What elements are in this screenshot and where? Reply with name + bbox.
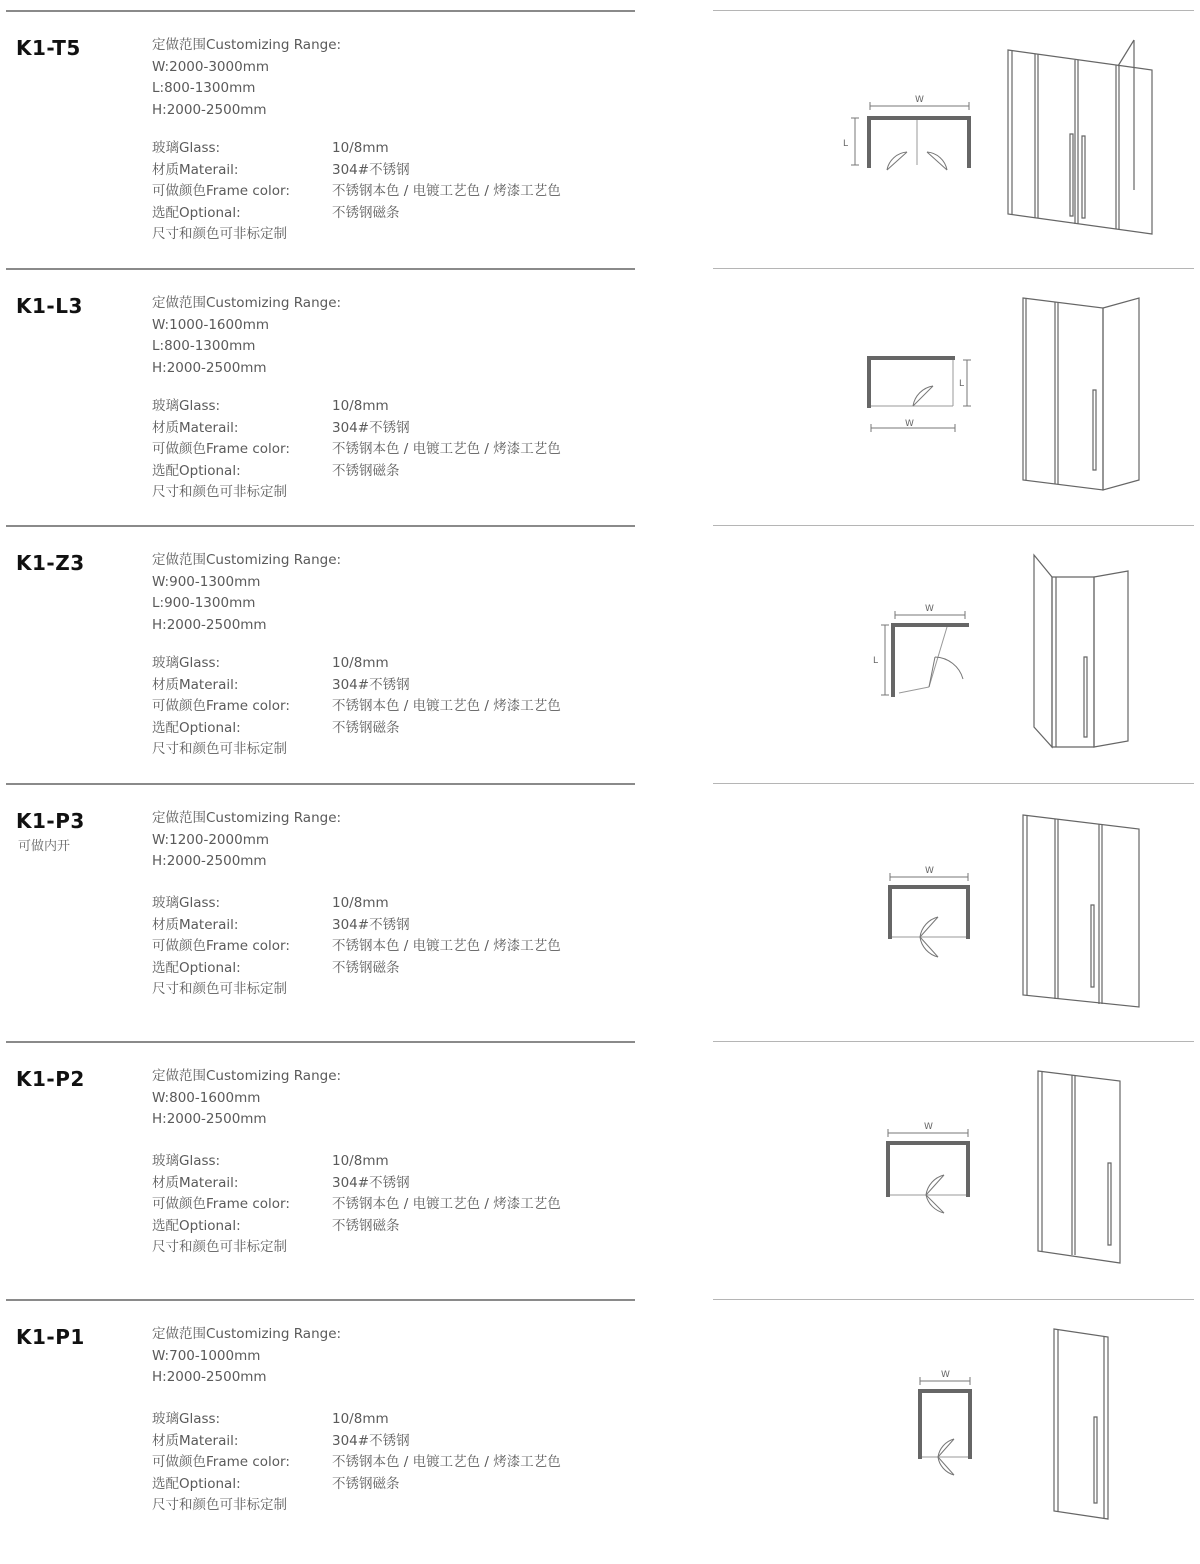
material-value: 304#不锈钢 xyxy=(332,419,410,436)
customizing-range xyxy=(152,550,341,636)
product-section-k1-t5 xyxy=(0,10,1200,268)
frame-color-value: 不锈钢本色 / 电镀工艺色 / 烤漆工艺色 xyxy=(332,1196,561,1212)
dim-h: H:2000-2500mm xyxy=(152,853,267,869)
range-title: 定做范围Customizing Range: xyxy=(152,37,342,53)
material-label: 材质Materail: xyxy=(152,916,239,933)
customizing-range xyxy=(152,293,341,379)
glass-label: 玻璃Glass: xyxy=(152,895,221,911)
plan-label-w: W xyxy=(915,95,924,105)
dim-w: W:1200-2000mm xyxy=(152,831,269,848)
dim-l: L:900-1300mm xyxy=(152,595,256,611)
material-label: 材质Materail: xyxy=(152,1174,239,1191)
dim-w: W:1000-1600mm xyxy=(152,316,269,333)
material-value: 304#不锈钢 xyxy=(332,1432,410,1449)
range-title: 定做范围Customizing Range: xyxy=(152,1068,342,1084)
model-name: K1-L3 xyxy=(16,294,83,318)
customizing-range xyxy=(152,1324,341,1389)
section-divider xyxy=(6,268,635,270)
frame-color-value: 不锈钢本色 / 电镀工艺色 / 烤漆工艺色 xyxy=(332,441,561,457)
plan-label-w: W xyxy=(925,866,934,876)
dim-h: H:2000-2500mm xyxy=(152,616,267,633)
section-divider xyxy=(713,1299,1194,1300)
section-divider xyxy=(6,1041,635,1043)
frame-color-label: 可做颜色Frame color: xyxy=(152,441,290,457)
optional-value: 不锈钢磁条 xyxy=(332,1217,400,1234)
plan-label-l: L xyxy=(873,656,879,666)
dim-w: W:800-1600mm xyxy=(152,1089,261,1106)
material-value: 304#不锈钢 xyxy=(332,161,410,178)
frame-color-value: 不锈钢本色 / 电镀工艺色 / 烤漆工艺色 xyxy=(332,1454,561,1470)
product-section-k1-z3 xyxy=(0,525,1200,783)
customizing-range xyxy=(152,35,341,121)
dim-h: H:2000-2500mm xyxy=(152,1111,267,1127)
optional-value: 不锈钢磁条 xyxy=(332,1475,400,1492)
optional-label: 选配Optional: xyxy=(152,959,241,976)
optional-label: 选配Optional: xyxy=(152,1475,241,1492)
plan-label-w: W xyxy=(941,1370,950,1380)
model-name: K1-T5 xyxy=(16,36,81,60)
dim-h: H:2000-2500mm xyxy=(152,359,267,376)
glass-value: 10/8mm xyxy=(332,140,389,156)
section-divider xyxy=(713,268,1194,269)
shower-enclosure-render xyxy=(1000,38,1160,248)
custom-note: 尺寸和颜色可非标定制 xyxy=(152,1497,287,1513)
dim-w: W:900-1300mm xyxy=(152,573,261,590)
section-divider xyxy=(6,10,635,12)
custom-note: 尺寸和颜色可非标定制 xyxy=(152,741,287,757)
spec-table xyxy=(152,138,561,246)
dim-w: W:700-1000mm xyxy=(152,1347,261,1364)
glass-label: 玻璃Glass: xyxy=(152,140,221,156)
material-label: 材质Materail: xyxy=(152,419,239,436)
section-divider xyxy=(6,783,635,785)
material-value: 304#不锈钢 xyxy=(332,1174,410,1191)
product-section-k1-p1 xyxy=(0,1299,1200,1557)
material-value: 304#不锈钢 xyxy=(332,676,410,693)
floor-plan-diagram xyxy=(910,1369,980,1489)
range-title: 定做范围Customizing Range: xyxy=(152,552,342,568)
spec-table xyxy=(152,893,561,1001)
dim-l: L:800-1300mm xyxy=(152,80,256,96)
material-label: 材质Materail: xyxy=(152,676,239,693)
spec-table xyxy=(152,1409,561,1517)
dim-h: H:2000-2500mm xyxy=(152,1369,267,1385)
glass-value: 10/8mm xyxy=(332,895,389,911)
model-name: K1-P2 xyxy=(16,1067,85,1091)
glass-label: 玻璃Glass: xyxy=(152,655,221,671)
range-title: 定做范围Customizing Range: xyxy=(152,810,342,826)
glass-label: 玻璃Glass: xyxy=(152,1411,221,1427)
custom-note: 尺寸和颜色可非标定制 xyxy=(152,226,287,242)
section-divider xyxy=(713,525,1194,526)
product-section-k1-p3 xyxy=(0,783,1200,1041)
model-name: K1-P3 xyxy=(16,809,85,833)
section-divider xyxy=(6,1299,635,1301)
glass-value: 10/8mm xyxy=(332,398,389,414)
model-name: K1-P1 xyxy=(16,1325,85,1349)
plan-label-l: L xyxy=(843,139,849,149)
customizing-range xyxy=(152,808,341,873)
custom-note: 尺寸和颜色可非标定制 xyxy=(152,484,287,500)
frame-color-label: 可做颜色Frame color: xyxy=(152,1196,290,1212)
frame-color-value: 不锈钢本色 / 电镀工艺色 / 烤漆工艺色 xyxy=(332,938,561,954)
frame-color-value: 不锈钢本色 / 电镀工艺色 / 烤漆工艺色 xyxy=(332,183,561,199)
plan-label-l: L xyxy=(959,379,965,389)
frame-color-label: 可做颜色Frame color: xyxy=(152,698,290,714)
optional-value: 不锈钢磁条 xyxy=(332,462,400,479)
customizing-range xyxy=(152,1066,341,1131)
floor-plan-diagram xyxy=(878,1119,978,1219)
section-divider xyxy=(713,10,1194,11)
spec-table xyxy=(152,396,561,504)
range-title: 定做范围Customizing Range: xyxy=(152,295,342,311)
material-value: 304#不锈钢 xyxy=(332,916,410,933)
range-title: 定做范围Customizing Range: xyxy=(152,1326,342,1342)
dim-l: L:800-1300mm xyxy=(152,338,256,354)
floor-plan-diagram xyxy=(880,863,980,963)
custom-note: 尺寸和颜色可非标定制 xyxy=(152,1239,287,1255)
section-divider xyxy=(6,525,635,527)
dim-w: W:2000-3000mm xyxy=(152,58,269,75)
optional-label: 选配Optional: xyxy=(152,462,241,479)
glass-value: 10/8mm xyxy=(332,1411,389,1427)
custom-note: 尺寸和颜色可非标定制 xyxy=(152,981,287,997)
plan-label-w: W xyxy=(924,1122,933,1132)
inward-opening-note: 可做内开 xyxy=(18,839,71,854)
product-section-k1-p2 xyxy=(0,1041,1200,1299)
glass-label: 玻璃Glass: xyxy=(152,398,221,414)
frame-color-label: 可做颜色Frame color: xyxy=(152,938,290,954)
shower-enclosure-render xyxy=(1030,1067,1130,1267)
product-section-k1-l3 xyxy=(0,268,1200,526)
floor-plan-diagram xyxy=(855,348,985,438)
material-label: 材质Materail: xyxy=(152,1432,239,1449)
optional-label: 选配Optional: xyxy=(152,719,241,736)
optional-label: 选配Optional: xyxy=(152,1217,241,1234)
model-name: K1-Z3 xyxy=(16,551,85,575)
dim-h: H:2000-2500mm xyxy=(152,101,267,118)
shower-enclosure-render xyxy=(1030,551,1140,751)
shower-enclosure-render xyxy=(1015,811,1145,1011)
floor-plan-diagram xyxy=(865,599,985,709)
frame-color-value: 不锈钢本色 / 电镀工艺色 / 烤漆工艺色 xyxy=(332,698,561,714)
plan-label-w: W xyxy=(925,604,934,614)
glass-value: 10/8mm xyxy=(332,1153,389,1169)
plan-label-w: W xyxy=(905,419,914,429)
material-label: 材质Materail: xyxy=(152,161,239,178)
optional-value: 不锈钢磁条 xyxy=(332,719,400,736)
frame-color-label: 可做颜色Frame color: xyxy=(152,1454,290,1470)
optional-value: 不锈钢磁条 xyxy=(332,204,400,221)
shower-enclosure-render xyxy=(1015,294,1145,494)
section-divider xyxy=(713,783,1194,784)
shower-enclosure-render xyxy=(1048,1325,1118,1525)
glass-value: 10/8mm xyxy=(332,655,389,671)
frame-color-label: 可做颜色Frame color: xyxy=(152,183,290,199)
spec-table xyxy=(152,653,561,761)
spec-table xyxy=(152,1151,561,1259)
optional-label: 选配Optional: xyxy=(152,204,241,221)
glass-label: 玻璃Glass: xyxy=(152,1153,221,1169)
floor-plan-diagram xyxy=(835,90,985,190)
section-divider xyxy=(713,1041,1194,1042)
optional-value: 不锈钢磁条 xyxy=(332,959,400,976)
